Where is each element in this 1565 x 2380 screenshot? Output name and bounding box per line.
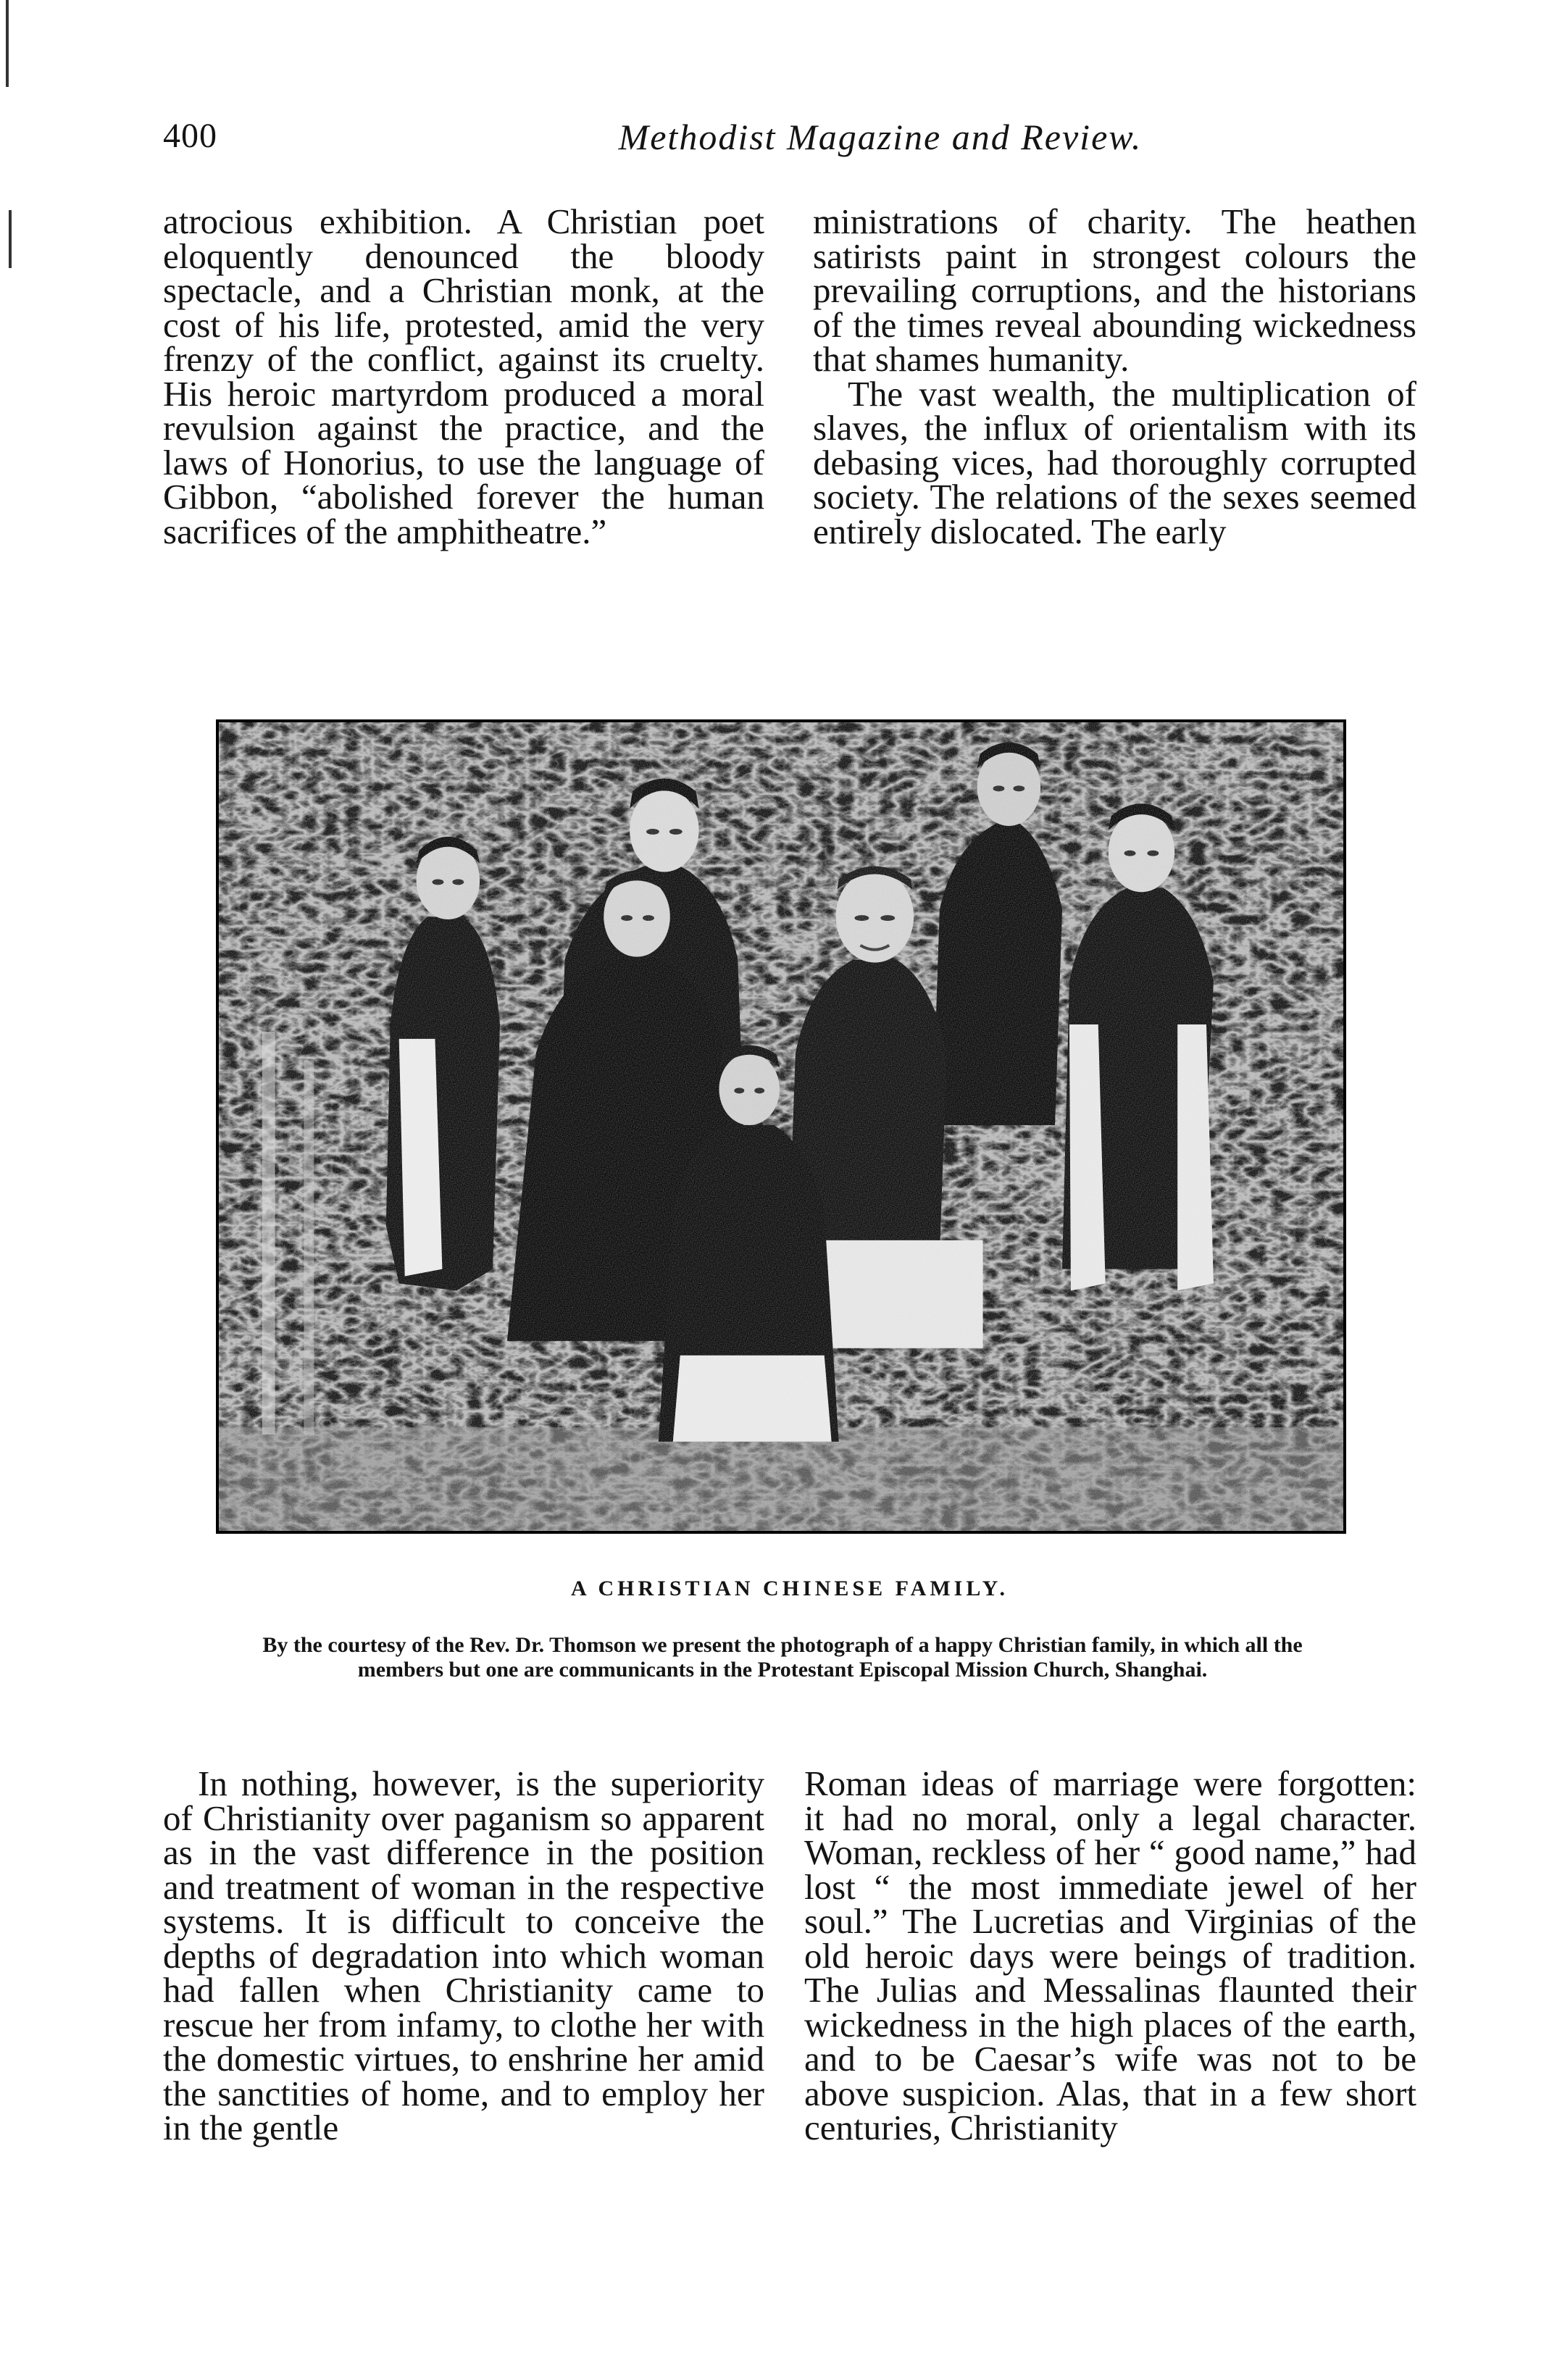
left-margin-scan-mark xyxy=(6,0,9,87)
figure-caption-title: A CHRISTIAN CHINESE FAMILY. xyxy=(570,1577,1009,1600)
left-margin-scan-mark xyxy=(9,210,12,268)
paragraph: atrocious exhibition. A Christian poet eloquently denounced the bloody spectacle, and a Christian monk, at the cost of his life, protested, amid the very frenzy of the conflict, against its cruelty. His heroic martyrdom produced a moral revulsion against the practice, and the laws of Honorius, to use the language of Gibbon, “abolished forever the human sacrifices of the amphitheatre.” xyxy=(163,201,764,551)
column-bottom-right xyxy=(804,1763,1416,2147)
column-top-right xyxy=(813,201,1416,551)
page-number: 400 xyxy=(163,117,217,155)
paragraph: Roman ideas of marriage were forgotten: it had no moral, only a legal character. Woman, reckless of her “ good name,” had lost “ the most immediate jewel of her soul.” The Lucretias and Virginias of the old heroic days were beings of tradition. The Julias and Messalinas flaunted their wickedness in the high places of the earth, and to be Caesar’s wife was not to be above suspicion. Alas, that in a few short centuries, Christianity xyxy=(804,1763,1416,2147)
running-title: Methodist Magazine and Review. xyxy=(618,117,1143,157)
column-top-left xyxy=(163,201,764,551)
column-bottom-left xyxy=(163,1763,764,2147)
photograph-illustration xyxy=(219,722,1343,1531)
paragraph: In nothing, however, is the superiority of Christianity over paganism so apparent as in the vast difference in the position and treatment of woman in the respective systems. It is difficult to conceive the depths of degradation into which woman had fallen when Christianity came to rescue her from infamy, to clothe her with the domestic virtues, to enshrine her amid the sanctities of home, and to employ her in the gentle xyxy=(163,1763,764,2147)
paragraph: The vast wealth, the multiplication of slaves, the influx of orientalism with its debasing vices, had thoroughly corrupted society. The relations of the sexes seemed entirely dislocated. The early xyxy=(813,373,1416,551)
paragraph: ministrations of charity. The heathen satirists paint in strongest colours the prevailing corruptions, and the historians of the times reveal abounding wickedness that shames humanity. xyxy=(813,201,1416,379)
running-header xyxy=(163,116,1416,174)
family-photograph xyxy=(216,719,1346,1534)
figure-caption-body: By the courtesy of the Rev. Dr. Thomson we present the photograph of a happy Christian family, in which all the members but one are communicants in the Protestant Episcopal Mission Church, Shanghai. xyxy=(262,1633,1303,1682)
